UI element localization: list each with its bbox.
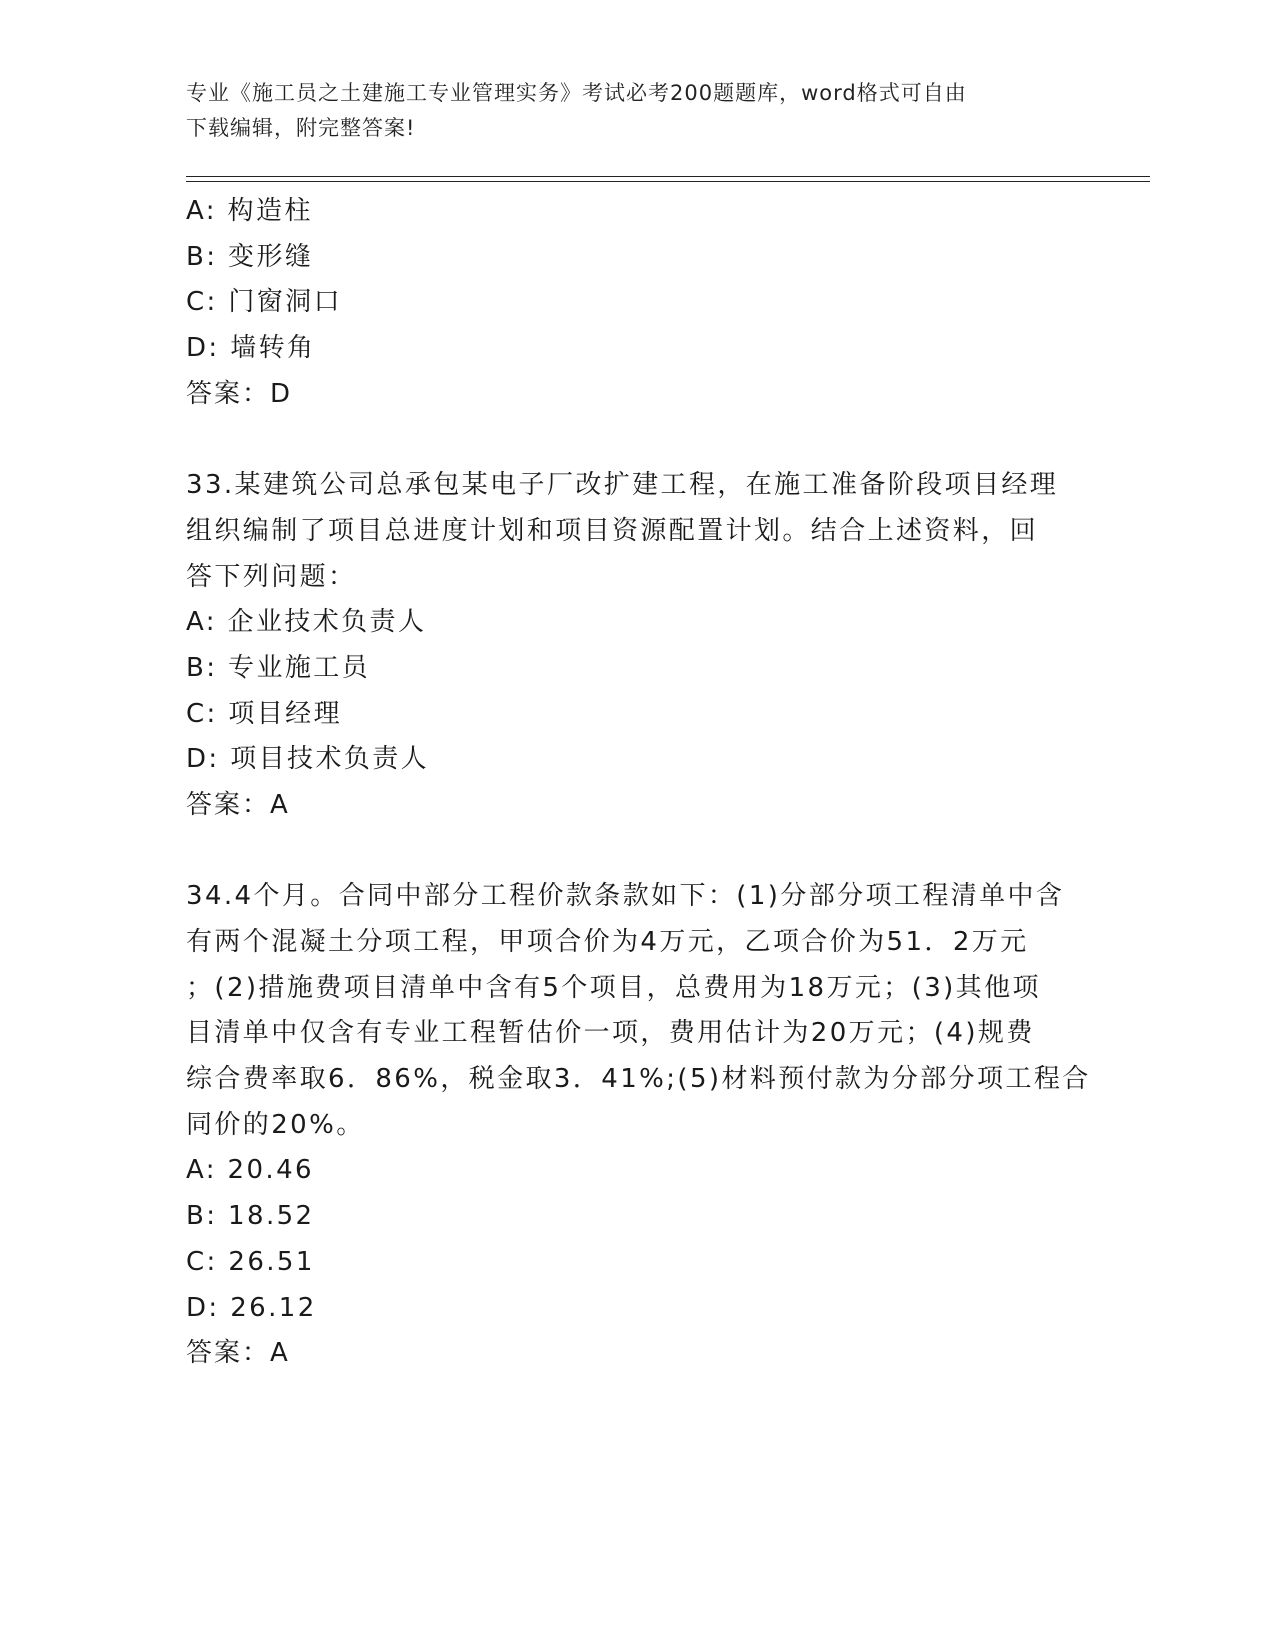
spacer (186, 829, 1086, 875)
spacer (186, 417, 1086, 463)
question-text-line: ；(2)措施费项目清单中含有5个项目，总费用为18万元；(3)其他项 (186, 972, 1041, 1003)
option-a: A: 企业技术负责人 (186, 607, 427, 638)
header-divider-bottom (186, 181, 1150, 182)
question-text-line: 有两个混凝土分项工程，甲项合价为4万元，乙项合价为51．2万元 (186, 927, 1029, 957)
option-a: A: 20.46 (186, 1155, 314, 1186)
option-c: C: 26.51 (186, 1246, 315, 1277)
option-b: B: 专业施工员 (186, 652, 371, 683)
question-text-line: 同价的20%。 (186, 1109, 365, 1140)
header-line-2: 下载编辑，附完整答案! (186, 116, 416, 140)
document-header (186, 76, 1086, 146)
document-body (186, 189, 1091, 1377)
option-b: B: 变形缝 (186, 241, 314, 272)
question-34 (186, 874, 1091, 1377)
question-text (186, 463, 1066, 600)
option-a: A: 构造柱 (186, 196, 313, 226)
answer-line: 答案：D (186, 378, 293, 409)
question-text-line: 33.某建筑公司总承包某电子厂改扩建工程，在施工准备阶段项目经理 (186, 470, 1059, 501)
header-divider-top (186, 176, 1150, 177)
option-c: C: 项目经理 (186, 698, 342, 729)
question-text-line: 答下列问题： (186, 561, 357, 592)
question-text-line: 组织编制了项目总进度计划和项目资源配置计划。结合上述资料，回 (186, 515, 1039, 546)
question-text (186, 874, 1091, 1148)
answer-line: 答案：A (186, 789, 290, 820)
answer-line: 答案：A (186, 1338, 290, 1369)
option-b: B: 18.52 (186, 1201, 315, 1232)
question-32 (186, 189, 1086, 417)
option-d: D: 项目技术负责人 (186, 744, 430, 775)
header-line-1: 专业《施工员之土建施工专业管理实务》考试必考200题题库，word格式可自由 (186, 81, 967, 105)
option-c: C: 门窗洞口 (186, 287, 342, 318)
question-text-line: 综合费率取6．86%，税金取3．41%;(5)材料预付款为分部分项工程合 (186, 1064, 1091, 1095)
option-d: D: 墙转角 (186, 333, 316, 364)
question-33 (186, 463, 1086, 829)
question-text-line: 34.4个月。合同中部分工程价款条款如下：(1)分部分项工程清单中含 (186, 881, 1065, 912)
question-text-line: 目清单中仅含有专业工程暂估价一项，费用估计为20万元；(4)规费 (186, 1018, 1035, 1049)
option-d: D: 26.12 (186, 1292, 317, 1323)
